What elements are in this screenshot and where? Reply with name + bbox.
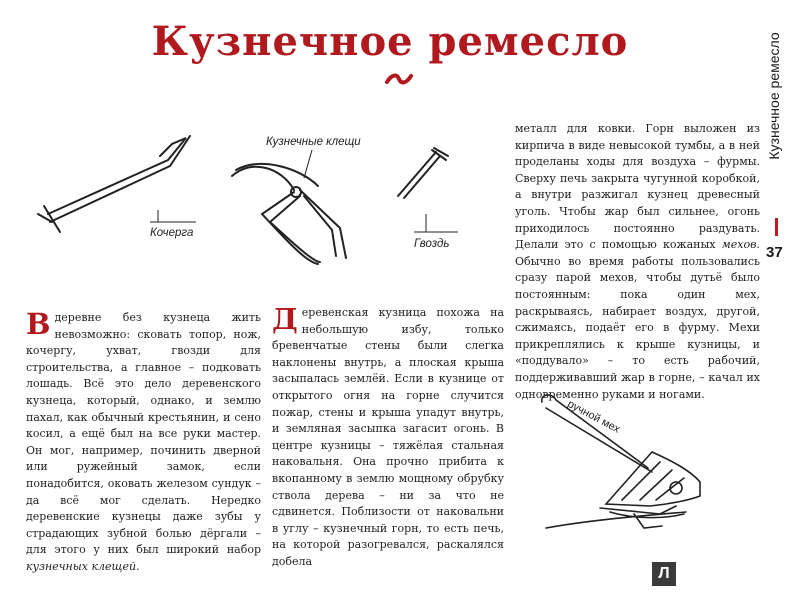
bellows-illustration: [542, 395, 700, 528]
tongs-illustration: [232, 164, 346, 264]
emphasis-text: кузнечных клещей: [26, 559, 137, 573]
poker-illustration: [38, 136, 190, 232]
side-running-title: Кузнечное ремесло: [766, 32, 782, 160]
paragraph-text: деревне без кузнеца жить невозможно: сковать топор, нож, кочергу, ухват, гвозди для строительства, а главное – подковать лошадь. Всё это дело деревенского кузнеца, который, однако, и землю пахал, как обычный крестьянин, и сено косил, а ещё был на все руки мастер. Он мог, например, починить дверной или ружейный замок, если понадобится, оковать железом сундук – да всё мог сделать. Нередко деревенские кузнецы даже зубы у страдающих зубной болью дёргали – для этого у них был широкий набор: [26, 311, 261, 557]
dropcap: Д: [272, 302, 298, 336]
tongs-caption: Кузнечные клещи: [266, 136, 361, 148]
paragraph-text-end: .: [136, 559, 140, 573]
text-column-1: [26, 307, 261, 576]
page-number: 37: [766, 244, 783, 261]
emphasis-text: мехов: [721, 238, 757, 252]
publisher-logo: Л: [652, 562, 676, 586]
nail-caption: Гвоздь: [414, 238, 450, 250]
text-column-3: [515, 121, 760, 403]
poker-caption: Кочерга: [150, 227, 194, 239]
nail-illustration: [398, 148, 448, 198]
text-column-2: [272, 302, 504, 571]
paragraph-text: еревенская кузница похожа на небольшую избу, только бревенчатые стены были слегка наклонены внутрь, а плоская крыша засыпалась землёй. Если в кузнице от открытого огня на горне случится пожар, стены и крыша упадут внутрь, и земляная засыпка загасит огонь. В центре кузницы – тяжёлая стальная наковальня. Она прочно прибита к вкопанному в землю мощному обрубку ствола дерева – ни за что не сдвинется. Поблизости от наковальни в углу – кузнечный горн, то есть печь, на которой разогревался, раскалялся добела: [272, 306, 504, 568]
paragraph-text: металл для ковки. Горн выложен из кирпича в виде невысокой тумбы, а в ней проделаны ходы для воздуха – фурмы. Сверху печь закрыта чугунной коробкой, а внутри разжигал кузнец древесный уголь. Чтобы жар был сильнее, огонь приходилось постоянно раздувать. Делали это с помощью кожаных: [515, 122, 760, 252]
bellows-caption: ручной мех: [565, 398, 622, 436]
page-title: Кузнечное ремесло: [151, 18, 629, 65]
dropcap: В: [26, 307, 51, 341]
paragraph-text-end: . Обычно во время работы пользовались сразу парой мехов, чтобы дутьё было постоянным: пока один мех, раскрываясь, набирает воздух, другой, сжимаясь, подаёт его в фурму. Мехи прикреплялись к крыше кузницы, и «поддувало» – то есть рабочий, поддерживавший жар в горне, – качал их одновременно руками и ногами.: [515, 238, 760, 401]
